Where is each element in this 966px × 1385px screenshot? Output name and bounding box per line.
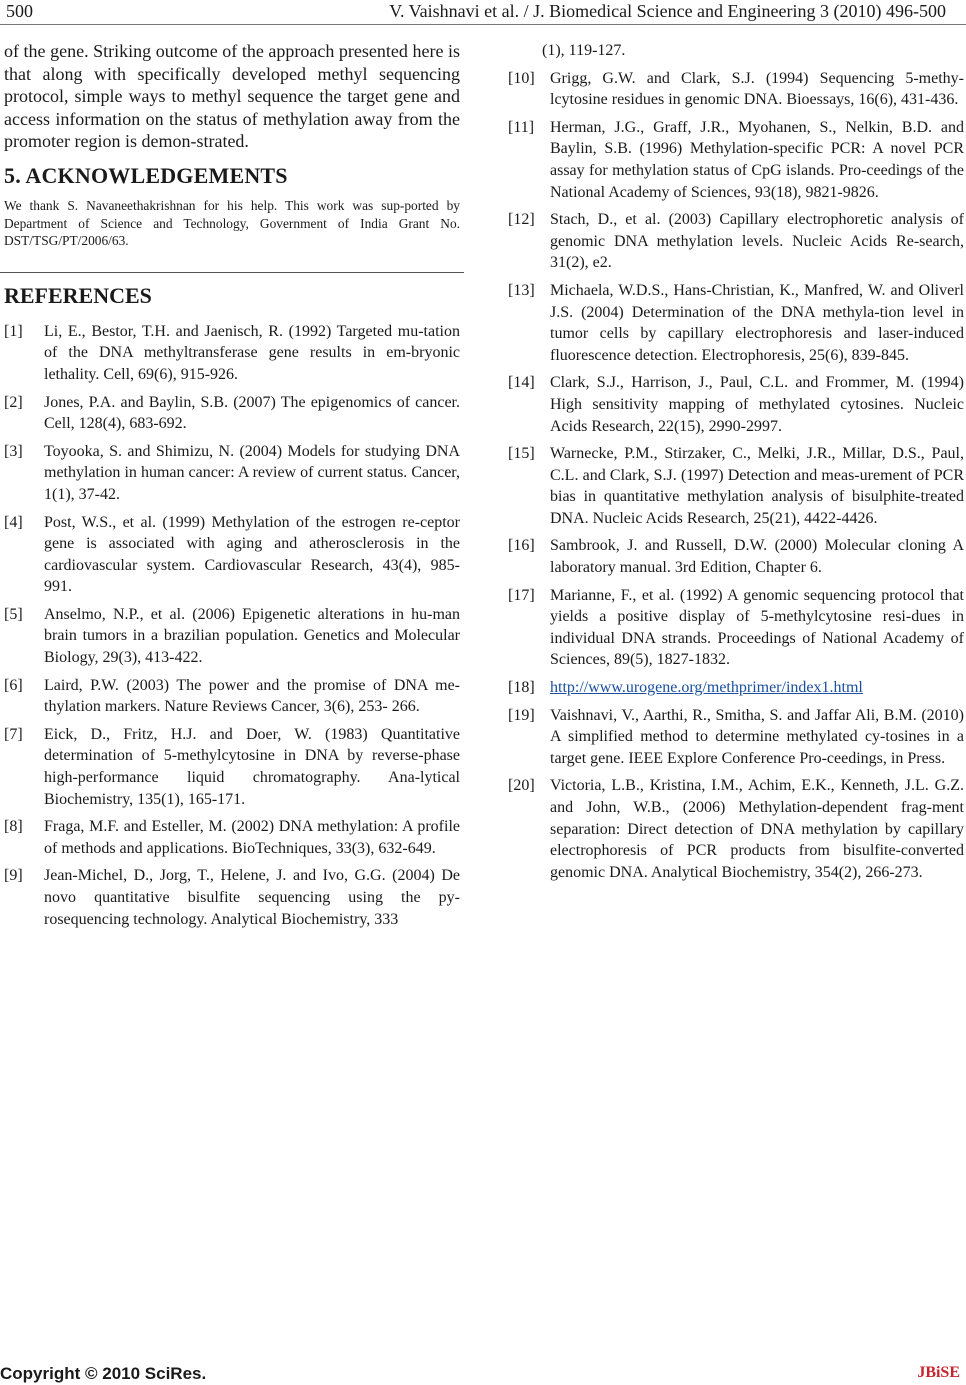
reference-number: [3] bbox=[4, 442, 23, 460]
copyright-notice: Copyright © 2010 SciRes. bbox=[0, 1364, 207, 1383]
reference-item bbox=[4, 604, 460, 669]
reference-number: [1] bbox=[4, 322, 23, 340]
reference-text: Anselmo, N.P., et al. (2006) Epigenetic alterations in hu-man brain tumors in a brazilian population. Genetics and Molecular Biology, 29(3), 413-422. bbox=[44, 605, 460, 667]
acknowledgements-title: 5. ACKNOWLEDGEMENTS bbox=[4, 162, 288, 188]
reference-text: Toyooka, S. and Shimizu, N. (2004) Models for studying DNA methylation in human cancer: A review of current status. Cancer, 1(1), 37-42. bbox=[44, 442, 460, 503]
reference-number: [20] bbox=[508, 777, 535, 795]
reference-number: [19] bbox=[508, 706, 535, 724]
reference-number: [13] bbox=[508, 281, 535, 299]
reference-text: Victoria, L.B., Kristina, I.M., Achim, E.K., Kenneth, J.L. G.Z. and John, W.B., (2006) Methylation-dependent frag-ment separation: Direct detection of DNA methylation by capillary electrophoresis of PCR products from bisulfite-converted genomic DNA. Analytical Biochemistry, 354(2), 266-273. bbox=[550, 777, 964, 881]
references-list-left bbox=[4, 321, 460, 930]
reference-text: Li, E., Bestor, T.H. and Jaenisch, R. (1992) Targeted mu-tation of the DNA methyltransferase gene results in em-bryonic lethality. Cell, 69(6), 915-926. bbox=[44, 322, 460, 383]
reference-item bbox=[4, 392, 460, 435]
reference-number: [16] bbox=[508, 537, 535, 555]
reference-item bbox=[4, 512, 460, 598]
reference-text: Clark, S.J., Harrison, J., Paul, C.L. and Frommer, M. (1994) High sensitivity mapping of methylated cytosines. Nucleic Acids Research, 22(15), 2990-2997. bbox=[550, 374, 964, 435]
right-column bbox=[508, 40, 964, 889]
reference-item bbox=[508, 280, 964, 366]
reference-number: [6] bbox=[4, 676, 23, 694]
reference-text: Stach, D., et al. (2003) Capillary electrophoretic analysis of genomic DNA methylation levels. Nucleic Acids Re-search, 31(2), e2. bbox=[550, 211, 964, 272]
section-divider bbox=[0, 272, 464, 273]
reference-item bbox=[508, 209, 964, 274]
reference-item bbox=[4, 816, 460, 859]
reference-item bbox=[4, 321, 460, 386]
reference-number: [18] bbox=[508, 679, 535, 697]
reference-text: Vaishnavi, V., Aarthi, R., Smitha, S. and Jaffar Ali, B.M. (2010) A simplified method to determine methylated cy-tosines in a target gene. IEEE Explore Conference Pro-ceedings, in Press. bbox=[550, 706, 964, 767]
reference-item bbox=[4, 724, 460, 810]
reference-number: [12] bbox=[508, 211, 535, 229]
reference-item[interactable] bbox=[508, 677, 964, 699]
reference-text: Sambrook, J. and Russell, D.W. (2000) Molecular cloning A laboratory manual. 3rd Edition, Chapter 6. bbox=[550, 537, 964, 577]
reference-item bbox=[508, 372, 964, 437]
left-column bbox=[4, 40, 460, 936]
reference-number: [5] bbox=[4, 605, 23, 623]
reference-text: Fraga, M.F. and Esteller, M. (2002) DNA methylation: A profile of methods and applications. BioTechniques, 33(3), 632-649. bbox=[44, 818, 460, 857]
reference-item bbox=[508, 117, 964, 203]
reference-number: [14] bbox=[508, 374, 535, 392]
reference-text: Post, W.S., et al. (1999) Methylation of the estrogen re-ceptor gene is associated with aging and atherosclerosis in the cardiovascular system. Cardiovascular Research, 43(4), 985-991. bbox=[44, 513, 460, 596]
reference-number: [15] bbox=[508, 445, 535, 463]
reference-item bbox=[508, 535, 964, 578]
reference-text: Warnecke, P.M., Stirzaker, C., Melki, J.R., Millar, D.S., Paul, C.L. and Clark, S.J. (1997) Detection and meas-urement of PCR bias in quantitative methylation analysis of bisulphite-treated DNA. Nucleic Acids Research, 25(21), 4422-4426. bbox=[550, 445, 964, 527]
acknowledgements-text: We thank S. Navaneethakrishnan for his help. This work was sup-ported by Department of Science and Technology, Government of India Grant No. DST/TSG/PT/2006/63. bbox=[4, 197, 460, 249]
reference-text: Grigg, G.W. and Clark, S.J. (1994) Sequencing 5-methy-lcytosine residues in genomic DNA. Bioessays, 16(6), 431-436. bbox=[550, 69, 964, 109]
reference-number: [11] bbox=[508, 118, 535, 136]
intro-paragraph: of the gene. Striking outcome of the approach presented here is that along with specifically developed methyl sequencing protocol, simple ways to methyl sequence the target gene and access information on the status of methylation away from the promoter region is demon-strated. bbox=[4, 41, 460, 152]
running-head: V. Vaishnavi et al. / J. Biomedical Science and Engineering 3 (2010) 496-500 bbox=[389, 1, 946, 21]
references-list-right bbox=[508, 68, 964, 884]
reference-link[interactable]: http://www.urogene.org/methprimer/index1.html bbox=[550, 679, 863, 697]
page-number: 500 bbox=[6, 1, 33, 21]
reference-text: Jean-Michel, D., Jorg, T., Helene, J. and Ivo, G.G. (2004) De novo quantitative bisulfite sequencing using the py-rosequencing technology. Analytical Biochemistry, 333 bbox=[44, 867, 460, 928]
reference-item bbox=[508, 68, 964, 111]
reference-number: [7] bbox=[4, 725, 23, 743]
reference-item bbox=[4, 865, 460, 930]
journal-abbreviation: JBiSE bbox=[917, 1364, 960, 1381]
reference-item bbox=[508, 443, 964, 529]
reference-number: [10] bbox=[508, 69, 535, 87]
reference-text: Eick, D., Fritz, H.J. and Doer, W. (1983) Quantitative determination of 5-methylcytosine in DNA by reverse-phase high-performance liquid chromatography. Ana-lytical Biochemistry, 135(1), 165-171. bbox=[44, 725, 460, 808]
reference-text: Herman, J.G., Graff, J.R., Myohanen, S., Nelkin, B.D. and Baylin, S.B. (1996) Methylation-specific PCR: A novel PCR assay for methylation status of CpG islands. Pro-ceedings of the National Academy of Sciences, 93(18), 9821-9826. bbox=[550, 118, 964, 201]
reference-text: Marianne, F., et al. (1992) A genomic sequencing protocol that yields a positive display of 5-methylcytosine resi-dues in individual DNA strands. Proceedings of National Academy of Sciences, 89(5), 1827-1832. bbox=[550, 586, 964, 669]
reference-item bbox=[508, 775, 964, 883]
reference-number: [9] bbox=[4, 867, 23, 885]
reference-text: Michaela, W.D.S., Hans-Christian, K., Manfred, W. and Oliverl J.S. (2004) Determination of the DNA methyla-tion level in tumor cells by capillary electrophoresis and laser-induced fluorescence detection. Electrophoresis, 25(6), 839-845. bbox=[550, 281, 964, 364]
reference-text: Jones, P.A. and Baylin, S.B. (2007) The epigenomics of cancer. Cell, 128(4), 683-692. bbox=[44, 393, 460, 433]
reference-text: Laird, P.W. (2003) The power and the promise of DNA me-thylation markers. Nature Reviews Cancer, 3(6), 253- 266. bbox=[44, 676, 460, 716]
reference-continuation: (1), 119-127. bbox=[542, 42, 626, 59]
reference-number: [17] bbox=[508, 586, 535, 604]
header-divider bbox=[0, 24, 966, 25]
references-title: REFERENCES bbox=[4, 282, 152, 308]
reference-number: [2] bbox=[4, 393, 23, 411]
reference-item bbox=[4, 675, 460, 718]
reference-number: [4] bbox=[4, 513, 23, 531]
reference-item bbox=[508, 705, 964, 770]
reference-number: [8] bbox=[4, 818, 23, 836]
reference-item bbox=[508, 585, 964, 671]
reference-item bbox=[4, 441, 460, 506]
